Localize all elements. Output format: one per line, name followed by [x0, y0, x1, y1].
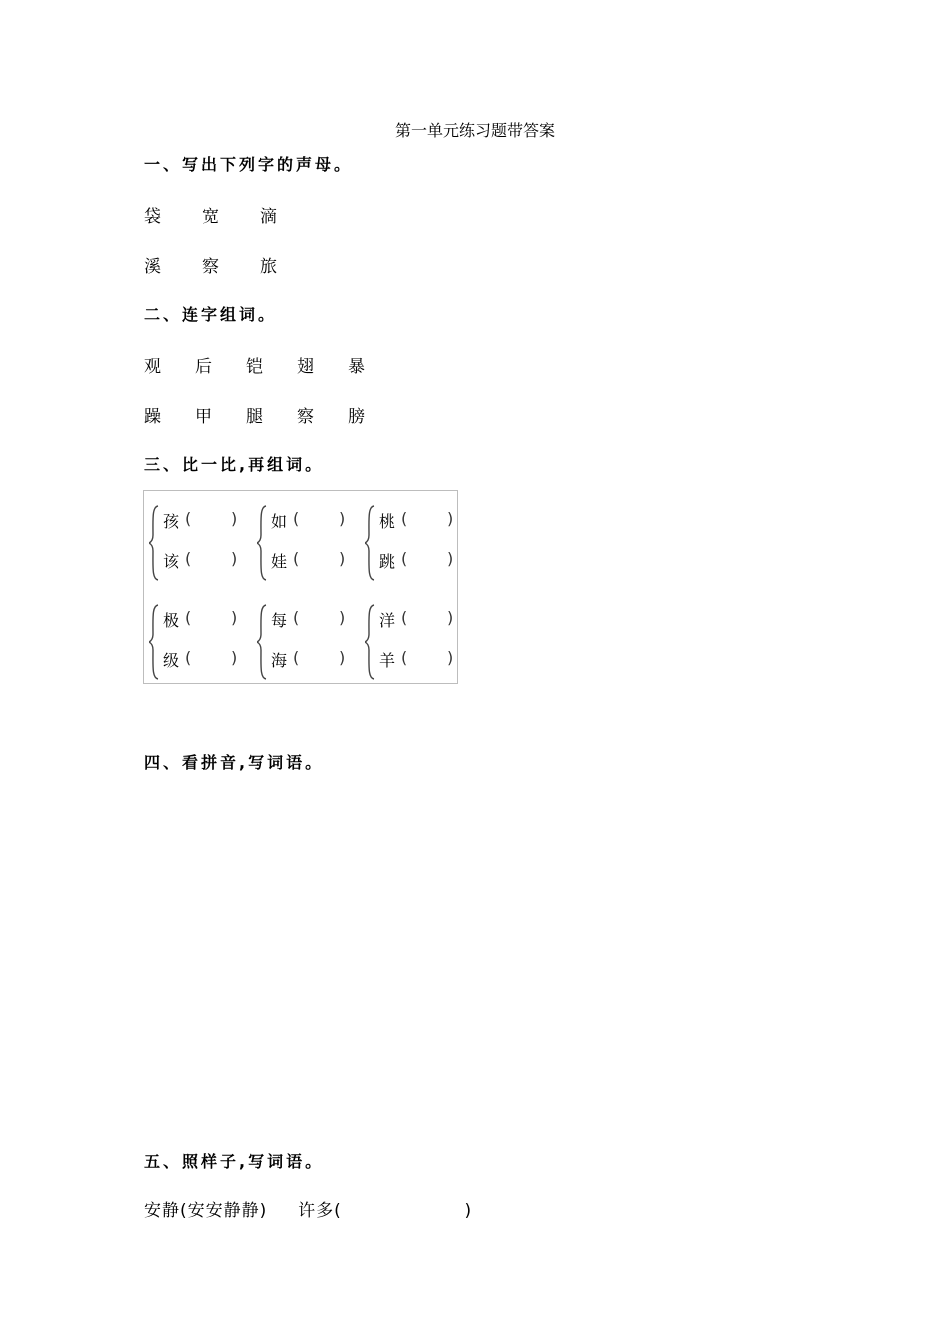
- char: 观: [144, 357, 161, 377]
- char: 暴: [348, 357, 365, 377]
- char-pair-group: [365, 602, 461, 682]
- char: 旅: [260, 257, 277, 277]
- blank-close: ): [339, 608, 346, 627]
- char-pair-group: [149, 602, 245, 682]
- blank-open: (: [185, 608, 192, 627]
- blank-close: ): [231, 648, 238, 667]
- pair-char: 级: [163, 651, 180, 670]
- blank-open: (: [185, 509, 192, 528]
- blank-open: (: [293, 509, 300, 528]
- blank-close: ): [447, 549, 454, 568]
- blank-close: ): [339, 648, 346, 667]
- blank-close: ): [339, 509, 346, 528]
- pair-char: 海: [271, 651, 288, 670]
- char-pair-group: [149, 503, 245, 583]
- pair-char: 孩: [163, 512, 180, 531]
- char: 膀: [348, 407, 365, 427]
- blank-close: ): [447, 648, 454, 667]
- brace-icon: [257, 604, 267, 680]
- char: 铠: [246, 357, 263, 377]
- example-text: 安静(安安静静): [144, 1201, 268, 1221]
- compare-words-box: [143, 490, 458, 684]
- example-row: [144, 1196, 472, 1221]
- char-pair-group: [365, 503, 461, 583]
- brace-icon: [149, 604, 159, 680]
- char: 袋: [144, 207, 161, 227]
- char: 腿: [246, 407, 263, 427]
- blank-open: (: [185, 648, 192, 667]
- section-heading-2: 二、连字组词。: [144, 305, 278, 324]
- pair-char: 每: [271, 611, 288, 630]
- page-title: 第一单元练习题带答案: [394, 121, 555, 140]
- char-pair-group: [257, 503, 353, 583]
- pair-char: 该: [163, 552, 180, 571]
- brace-icon: [365, 505, 375, 581]
- section-heading-1: 一、写出下列字的声母。: [144, 155, 354, 174]
- pair-char: 极: [163, 611, 180, 630]
- char: 溪: [144, 257, 161, 277]
- blank-close: ): [447, 509, 454, 528]
- brace-icon: [365, 604, 375, 680]
- char: 察: [202, 257, 219, 277]
- char: 躁: [144, 407, 161, 427]
- blank-open: (: [401, 608, 408, 627]
- blank-open: (: [293, 608, 300, 627]
- blank-close: ): [231, 509, 238, 528]
- blank-open: (: [401, 509, 408, 528]
- blank-close: ): [231, 549, 238, 568]
- blank-close: ): [447, 608, 454, 627]
- pair-char: 如: [271, 512, 288, 531]
- blank-open: (: [293, 549, 300, 568]
- pair-char: 洋: [379, 611, 396, 630]
- char: 宽: [202, 207, 219, 227]
- blank-open: (: [401, 549, 408, 568]
- char: 滴: [260, 207, 277, 227]
- section-heading-3: 三、比一比,再组词。: [144, 455, 325, 474]
- blank-open: (: [185, 549, 192, 568]
- char: 甲: [195, 407, 212, 427]
- prompt-text: 许多(: [298, 1201, 342, 1221]
- pair-char: 桃: [379, 512, 396, 531]
- char: 翅: [297, 357, 314, 377]
- pair-char: 羊: [379, 651, 396, 670]
- pair-char: 跳: [379, 552, 396, 571]
- char: 察: [297, 407, 314, 427]
- blank-close: ): [231, 608, 238, 627]
- prompt-close: ): [464, 1201, 473, 1221]
- brace-icon: [257, 505, 267, 581]
- blank-close: ): [339, 549, 346, 568]
- char-pair-group: [257, 602, 353, 682]
- brace-icon: [149, 505, 159, 581]
- pair-char: 娃: [271, 552, 288, 571]
- char: 后: [195, 357, 212, 377]
- section-heading-5: 五、照样子,写词语。: [144, 1152, 325, 1171]
- blank-open: (: [293, 648, 300, 667]
- section-heading-4: 四、看拼音,写词语。: [144, 753, 325, 772]
- blank-open: (: [401, 648, 408, 667]
